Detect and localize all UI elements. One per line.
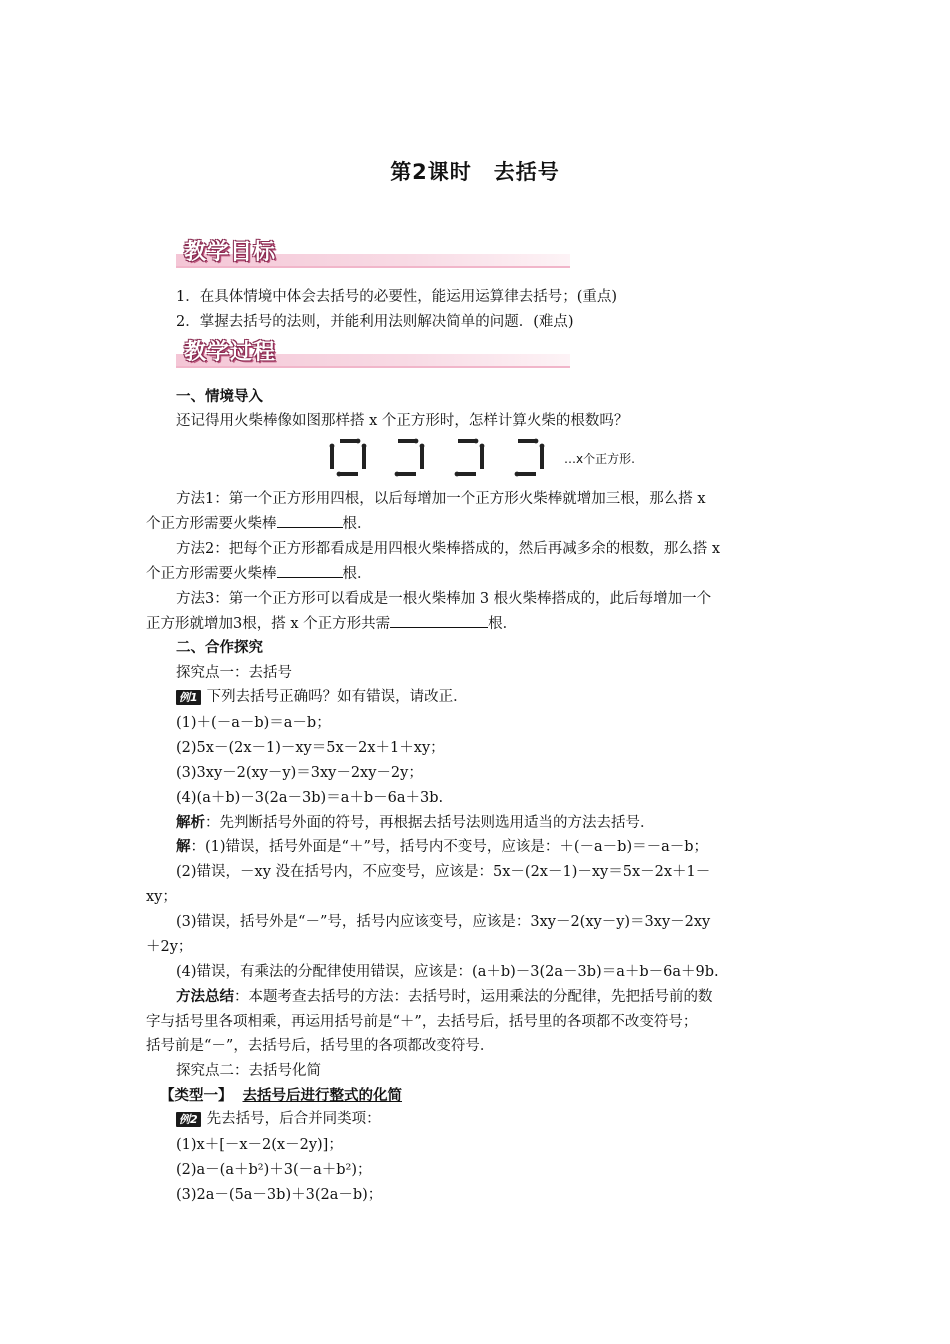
section-1-heading: 一、情境导入 [176, 389, 263, 405]
matchstick-figure [326, 434, 666, 480]
process-banner-label: 教学过程 [184, 340, 277, 365]
solution-1: 解：(1)错误，括号外面是“＋”号，括号内不变号，应该是：＋(－a－b)＝－a－b； [176, 839, 709, 855]
section-2-heading: 二、合作探究 [176, 640, 263, 656]
method-3-line-2: 正方形就增加3根，搭 x 个正方形共需 根． [146, 613, 806, 635]
example-2-item: (1)x＋[－x－2(x－2y)]； [176, 1137, 343, 1153]
example-2-item: (2)a－(a＋b²)＋3(－a＋b²)； [176, 1162, 372, 1178]
method-2-line-1: 方法2：把每个正方形都看成是用四根火柴棒搭成的，然后再减多余的根数，那么搭 x [176, 541, 721, 557]
type-one-heading: 【类型一】 去括号后进行整式的化简 [160, 1088, 402, 1104]
answer-blank [277, 513, 343, 528]
explore-point-1: 探究点一：去括号 [176, 665, 292, 681]
page-title: 第2课时 去括号 [390, 160, 560, 184]
goals-banner [176, 234, 570, 268]
example-1-item: (1)＋(－a－b)＝a－b； [176, 715, 331, 731]
solution-3-line-1: (3)错误，括号外是“－”号，括号内应该变号，应该是：3xy－2(xy－y)＝3xy－2xy [176, 914, 711, 930]
example-1-item: (2)5x－(2x－1)－xy＝5x－2x＋1＋xy； [176, 740, 445, 756]
explore-point-2: 探究点二：去括号化简 [176, 1063, 321, 1079]
example-2: 例2 先去括号，后合并同类项： [176, 1108, 806, 1130]
process-banner [176, 334, 570, 368]
method-2-line-2: 个正方形需要火柴棒 根． [146, 563, 806, 585]
goals-banner-label: 教学目标 [184, 240, 277, 265]
goal-2: 2．掌握去括号的法则，并能利用法则解决简单的问题．(难点) [176, 314, 574, 330]
example-2-tag: 例2 [176, 1112, 201, 1127]
intro-text: 还记得用火柴棒像如图那样搭 x 个正方形时，怎样计算火柴的根数吗？ [176, 413, 629, 429]
solution-2-line-1: (2)错误，－xy 没在括号内，不应变号，应该是：5x－(2x－1)－xy＝5x－2x＋1－ [176, 864, 711, 880]
solution-3-line-2: ＋2y； [146, 939, 193, 955]
method-3-line-1: 方法3：第一个正方形可以看成是一根火柴棒加 3 根火柴棒搭成的，此后每增加一个 [176, 591, 712, 607]
summary-line-3: 括号前是“－”，去括号后，括号里的各项都改变符号． [146, 1038, 495, 1054]
figure-caption: …x个正方形. [564, 452, 635, 466]
analysis: 解析：先判断括号外面的符号，再根据去括号法则选用适当的方法去括号． [176, 815, 655, 831]
example-1-tag: 例1 [176, 690, 201, 705]
answer-blank [390, 613, 488, 628]
example-2-item: (3)2a－(5a－3b)＋3(2a－b)； [176, 1187, 383, 1203]
solution-4: (4)错误，有乘法的分配律使用错误，应该是：(a＋b)－3(2a－3b)＝a＋b－6a＋9b. [176, 964, 719, 980]
example-1-item: (4)(a＋b)－3(2a－3b)＝a＋b－6a＋3b. [176, 790, 444, 806]
matchstick-drawing [326, 434, 562, 480]
example-1: 例1 下列去括号正确吗？如有错误，请改正． [176, 686, 806, 708]
summary-line-2: 字与括号里各项相乘，再运用括号前是“＋”，去括号后，括号里的各项都不改变符号； [146, 1014, 698, 1030]
method-1-line-2: 个正方形需要火柴棒 根． [146, 513, 806, 535]
answer-blank [277, 563, 343, 578]
solution-2-line-2: xy； [146, 889, 177, 905]
goal-1: 1．在具体情境中体会去括号的必要性，能运用运算律去括号；(重点) [176, 289, 618, 305]
example-1-item: (3)3xy－2(xy－y)＝3xy－2xy－2y； [176, 765, 423, 781]
summary-line-1: 方法总结：本题考查去括号的方法：去括号时，运用乘法的分配律，先把括号前的数 [176, 989, 713, 1005]
method-1-line-1: 方法1：第一个正方形用四根，以后每增加一个正方形火柴棒就增加三根，那么搭 x [176, 491, 706, 507]
